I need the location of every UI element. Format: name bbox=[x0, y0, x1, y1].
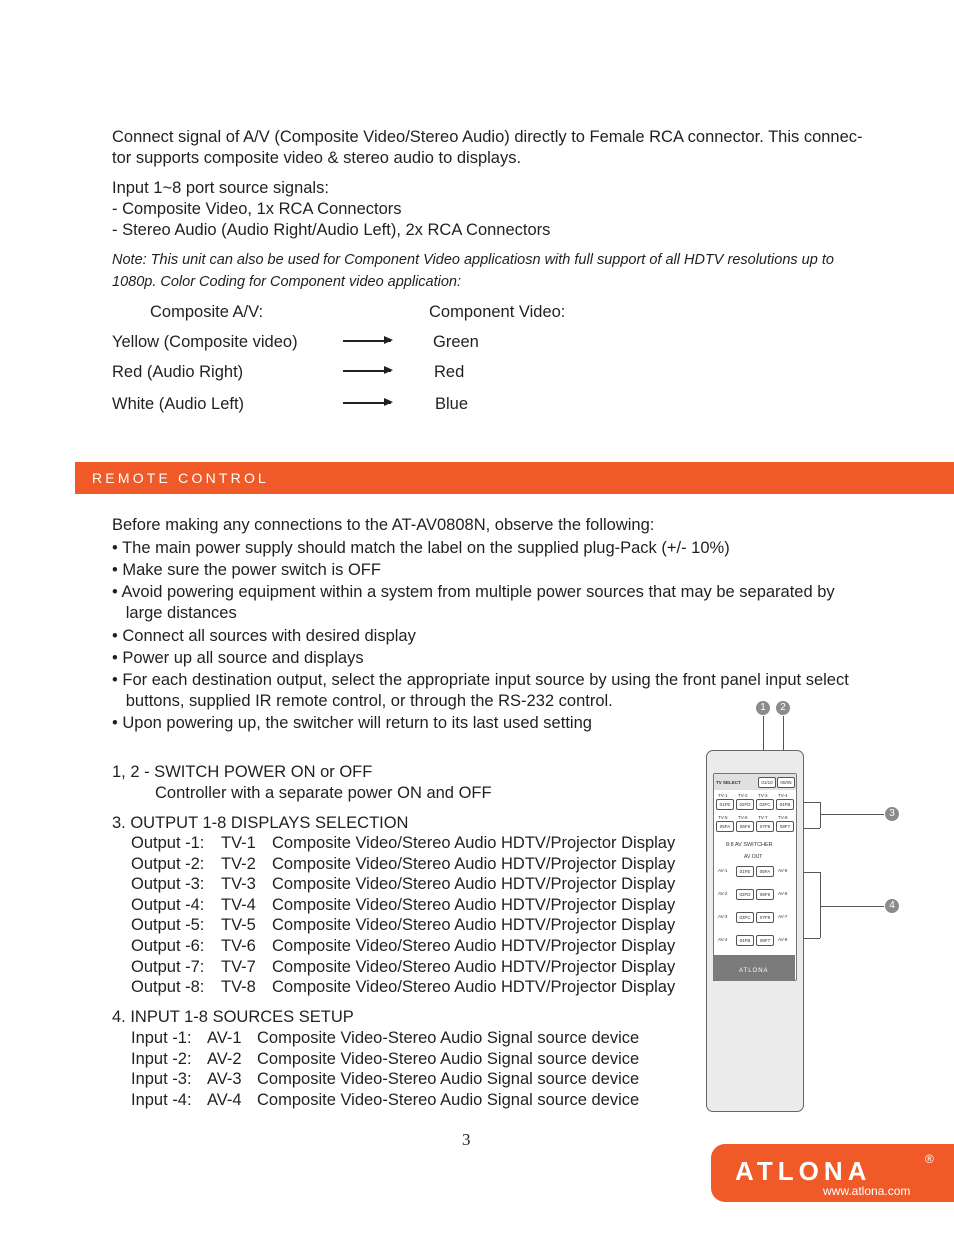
input-label: Input -4: bbox=[131, 1090, 192, 1109]
precaution-item: • Power up all source and displays bbox=[112, 649, 364, 667]
remote-control-illustration bbox=[706, 750, 804, 1112]
right-arrow-icon bbox=[343, 370, 391, 372]
output-code: TV-7 bbox=[221, 957, 256, 976]
output-code: TV-2 bbox=[221, 854, 256, 873]
tv-select-button[interactable]: 07F8 bbox=[756, 821, 774, 832]
remote-panel bbox=[713, 773, 797, 981]
callout-line bbox=[804, 872, 820, 873]
note-line-2: 1080p. Color Coding for Component video application: bbox=[112, 274, 462, 290]
precaution-item: • The main power supply should match the label on the supplied plug-Pack (+/- 10%) bbox=[112, 539, 730, 557]
legend-output-title: 3. OUTPUT 1-8 DISPLAYS SELECTION bbox=[112, 814, 409, 832]
tv-label: TV-1 bbox=[718, 793, 728, 798]
precaution-item: large distances bbox=[112, 604, 237, 622]
page-number: 3 bbox=[462, 1130, 471, 1149]
callout-bracket bbox=[820, 802, 821, 828]
callout-2: 2 bbox=[776, 701, 790, 715]
output-label: Output -2: bbox=[131, 854, 205, 873]
callout-line bbox=[804, 828, 820, 829]
callout-bracket bbox=[820, 872, 821, 938]
input-desc: Composite Video-Stereo Audio Signal source device bbox=[257, 1090, 640, 1109]
tv-label: TV-6 bbox=[738, 815, 748, 820]
intro-line-2: tor supports composite video & stereo audio to displays. bbox=[112, 149, 522, 167]
tv-label: TV-7 bbox=[758, 815, 768, 820]
av-input-button[interactable]: 02FD bbox=[736, 889, 754, 900]
tv-select-label: TV SELECT bbox=[716, 780, 741, 785]
footer-brand: ATLONA bbox=[735, 1156, 872, 1186]
remote-model: 8:8 AV SWITCHER bbox=[726, 842, 773, 848]
output-label: Output -7: bbox=[131, 957, 205, 976]
input-desc: Composite Video-Stereo Audio Signal source device bbox=[257, 1029, 640, 1047]
av-label: AV-6 bbox=[778, 891, 788, 896]
atlona-logo bbox=[711, 1144, 954, 1202]
tv-select-button[interactable]: 02FD bbox=[736, 799, 754, 810]
av-label: AV-1 bbox=[718, 868, 728, 873]
tv-select-button[interactable]: 03FC bbox=[756, 799, 774, 810]
output-desc: Composite Video/Stereo Audio HDTV/Projector Display bbox=[272, 916, 676, 935]
input-code: AV-4 bbox=[207, 1090, 242, 1109]
av-label: AV-3 bbox=[718, 914, 728, 919]
av-label: AV-5 bbox=[778, 868, 788, 873]
output-code: TV-4 bbox=[221, 895, 256, 914]
output-label: Output -3: bbox=[131, 875, 205, 894]
input-label: Input -2: bbox=[131, 1049, 192, 1068]
output-code: TV-3 bbox=[221, 875, 256, 894]
output-code: TV-5 bbox=[221, 916, 256, 935]
output-desc: Composite Video/Stereo Audio HDTV/Projector Display bbox=[272, 895, 676, 914]
section-title: REMOTE CONTROL bbox=[92, 470, 270, 486]
input-label: Input -3: bbox=[131, 1070, 192, 1089]
av-label: AV-4 bbox=[718, 937, 728, 942]
callout-line bbox=[804, 938, 820, 939]
callout-4: 4 bbox=[885, 899, 899, 913]
precaution-item: • Avoid powering equipment within a system from multiple power sources that may be separated by bbox=[112, 583, 835, 601]
precaution-item: • Connect all sources with desired display bbox=[112, 627, 416, 645]
legend-power-desc: Controller with a separate power ON and OFF bbox=[155, 784, 492, 802]
registered-mark: ® bbox=[925, 1152, 934, 1166]
tv-label: TV-2 bbox=[738, 793, 748, 798]
output-code: TV-8 bbox=[221, 978, 256, 997]
output-code: TV-1 bbox=[221, 834, 256, 852]
av-input-button[interactable]: 03FC bbox=[736, 912, 754, 923]
av-out-label: AV OUT bbox=[744, 854, 763, 860]
composite-label: Red (Audio Right) bbox=[112, 363, 244, 381]
output-label: Output -1: bbox=[131, 834, 205, 852]
tv-select-button[interactable]: 08F7 bbox=[776, 821, 794, 832]
remote-footer bbox=[713, 955, 795, 981]
intro-line-1: Connect signal of A/V (Composite Video/Stereo Audio) directly to Female RCA connector. This connec- bbox=[112, 128, 863, 146]
output-label: Output -4: bbox=[131, 895, 205, 914]
output-code: TV-6 bbox=[221, 937, 256, 955]
av-label: AV-8 bbox=[778, 937, 788, 942]
tv-select-button[interactable]: 04FB bbox=[776, 799, 794, 810]
av-input-button[interactable]: 01FE bbox=[736, 866, 754, 877]
input-heading: Input 1~8 port source signals: bbox=[112, 179, 329, 197]
input-desc: Composite Video-Stereo Audio Signal source device bbox=[257, 1070, 640, 1089]
composite-header: Composite A/V: bbox=[150, 303, 264, 321]
tv-select-button[interactable]: 06F9 bbox=[736, 821, 754, 832]
output-desc: Composite Video/Stereo Audio HDTV/Projector Display bbox=[272, 937, 676, 955]
precaution-item: buttons, supplied IR remote control, or through the RS-232 control. bbox=[112, 692, 613, 710]
callout-3: 3 bbox=[885, 807, 899, 821]
precaution-item: • Upon powering up, the switcher will return to its last used setting bbox=[112, 714, 592, 732]
av-input-button[interactable]: 07F8 bbox=[756, 912, 774, 923]
av-input-button[interactable]: 04FB bbox=[736, 935, 754, 946]
av-label: AV-7 bbox=[778, 914, 788, 919]
tv-label: TV-5 bbox=[718, 815, 728, 820]
output-label: Output -5: bbox=[131, 916, 205, 935]
callout-1: 1 bbox=[756, 701, 770, 715]
input-label: Input -1: bbox=[131, 1029, 192, 1047]
input-code: AV-1 bbox=[207, 1029, 242, 1047]
input-desc: Composite Video-Stereo Audio Signal source device bbox=[257, 1049, 640, 1068]
component-label: Blue bbox=[435, 395, 469, 413]
footer-url: www.atlona.com bbox=[823, 1184, 911, 1198]
tv-select-button[interactable]: 01FE bbox=[716, 799, 734, 810]
component-label: Red bbox=[434, 363, 465, 381]
callout-line bbox=[820, 814, 884, 815]
output-label: Output -6: bbox=[131, 937, 205, 955]
section-banner bbox=[75, 462, 954, 494]
tv-select-button[interactable]: 05FA bbox=[716, 821, 734, 832]
output-desc: Composite Video/Stereo Audio HDTV/Projector Display bbox=[272, 978, 676, 997]
output-desc: Composite Video/Stereo Audio HDTV/Projector Display bbox=[272, 875, 676, 894]
composite-label: Yellow (Composite video) bbox=[112, 333, 298, 351]
callout-line bbox=[763, 716, 764, 750]
precaution-item: • Make sure the power switch is OFF bbox=[112, 561, 381, 579]
av-input-button[interactable]: 05FA bbox=[756, 866, 774, 877]
input-code: AV-2 bbox=[207, 1049, 242, 1068]
output-label: Output -8: bbox=[131, 978, 205, 997]
input-item: - Composite Video, 1x RCA Connectors bbox=[112, 200, 402, 218]
output-desc: Composite Video/Stereo Audio HDTV/Projector Display bbox=[272, 854, 676, 873]
output-desc: Composite Video/Stereo Audio HDTV/Projector Display bbox=[272, 834, 676, 852]
output-desc: Composite Video/Stereo Audio HDTV/Projector Display bbox=[272, 957, 676, 976]
callout-line bbox=[820, 906, 884, 907]
right-arrow-icon bbox=[343, 402, 391, 404]
composite-label: White (Audio Left) bbox=[112, 395, 245, 413]
av-input-button[interactable]: 08F7 bbox=[756, 935, 774, 946]
tv-label: TV-3 bbox=[758, 793, 768, 798]
precautions-heading: Before making any connections to the AT-AV0808N, observe the following: bbox=[112, 516, 655, 534]
component-label: Green bbox=[433, 333, 479, 351]
precaution-item: • For each destination output, select the appropriate input source by using the front panel input select bbox=[112, 671, 849, 689]
note-line-1: Note: This unit can also be used for Component Video applicatiosn with full support of all HDTV resolutions up to bbox=[112, 252, 834, 268]
callout-line bbox=[804, 802, 820, 803]
tv-label: TV-4 bbox=[778, 793, 788, 798]
av-input-button[interactable]: 06F9 bbox=[756, 889, 774, 900]
power-on-button[interactable]: 01/10 bbox=[758, 777, 776, 788]
tv-label: TV-8 bbox=[778, 815, 788, 820]
right-arrow-icon bbox=[343, 340, 391, 342]
component-header: Component Video: bbox=[429, 303, 566, 321]
remote-brand: ATLONA bbox=[739, 968, 769, 974]
av-label: AV-2 bbox=[718, 891, 728, 896]
input-item: - Stereo Audio (Audio Right/Audio Left), 2x RCA Connectors bbox=[112, 221, 551, 239]
legend-power-title: 1, 2 - SWITCH POWER ON or OFF bbox=[112, 763, 373, 781]
remote-header bbox=[714, 774, 796, 790]
legend-input-title: 4. INPUT 1-8 SOURCES SETUP bbox=[112, 1008, 354, 1026]
power-off-button[interactable]: 00/05 bbox=[777, 777, 795, 788]
callout-line bbox=[783, 716, 784, 750]
input-code: AV-3 bbox=[207, 1070, 242, 1089]
